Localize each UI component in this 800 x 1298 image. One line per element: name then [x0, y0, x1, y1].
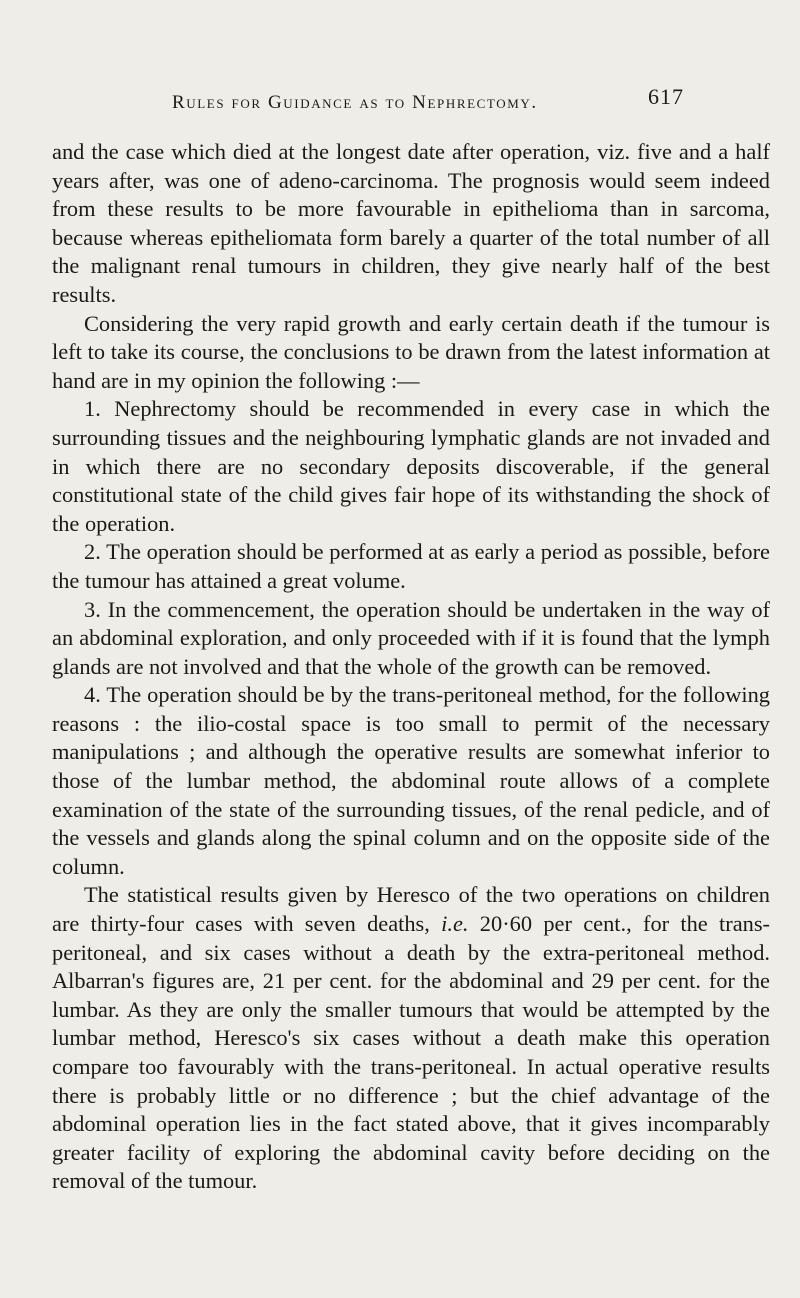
paragraph-conclusions-intro: Considering the very rapid growth and early certain death if the tumour is left to take its course, the conclusions to be drawn from the latest information at hand are in my opinion the following :—	[52, 310, 770, 393]
page-number: 617	[648, 84, 684, 109]
statistics-ie: i.e.	[441, 911, 469, 937]
statistics-text-start: The statistical results given by Heresco of the two operations on children are thirty-four cases with seven deaths,	[52, 882, 770, 937]
paragraph-prognosis: and the case which died at the longest date after operation, viz. five and a half years after, was one of adeno-carcinoma. The prognosis would seem indeed from these results to be more favourable in epithelioma than in sarcoma, because whereas epitheliomata form barely a quarter of the total number of all the malignant renal tumours in children, they give nearly half of the best results.	[52, 139, 770, 307]
body-text	[52, 138, 770, 1196]
paragraph-statistics	[52, 881, 770, 1196]
conclusion-3: 3. In the commencement, the operation should be undertaken in the way of an abdominal exploration, and only proceeded with if it is found that the lymph glands are not involved and that the whole of the growth can be removed.	[52, 596, 770, 679]
conclusion-2: 2. The operation should be performed at as early a period as possible, before the tumour has attained a great volume.	[52, 539, 770, 593]
conclusion-1: 1. Nephrectomy should be recommended in every case in which the surrounding tissues and the neighbouring lymphatic glands are not invaded and in which there are no secondary deposits discoverable, if the general constitutional state of the child gives fair hope of its withstanding the shock of the operation.	[52, 396, 770, 536]
conclusion-4: 4. The operation should be by the trans-peritoneal method, for the following reasons : the ilio-costal space is too small to permit of the necessary manipulations ; and although the operative results are somewhat inferior to those of the lumbar method, the abdominal route allows of a complete examination of the state of the surrounding tissues, of the renal pedicle, and of the vessels and glands along the spinal column and on the opposite side of the column.	[52, 682, 770, 879]
statistics-text-end: 20·60 per cent., for the trans-peritoneal, and six cases without a death by the extra-peritoneal method. Albarran's figures are, 21 per cent. for the abdominal and 29 per cent. for the lumbar. As they are only the smaller tumours that would be attempted by the lumbar method, Heresco's six cases without a death make this operation compare too favourably with the trans-peritoneal. In actual operative results there is probably little or no difference ; but the chief advantage of the abdominal operation lies in the fact stated above, that it gives incomparably greater facility of exploring the abdominal cavity before deciding on the removal of the tumour.	[52, 911, 770, 1194]
running-head: Rules for Guidance as to Nephrectomy.	[172, 92, 538, 113]
